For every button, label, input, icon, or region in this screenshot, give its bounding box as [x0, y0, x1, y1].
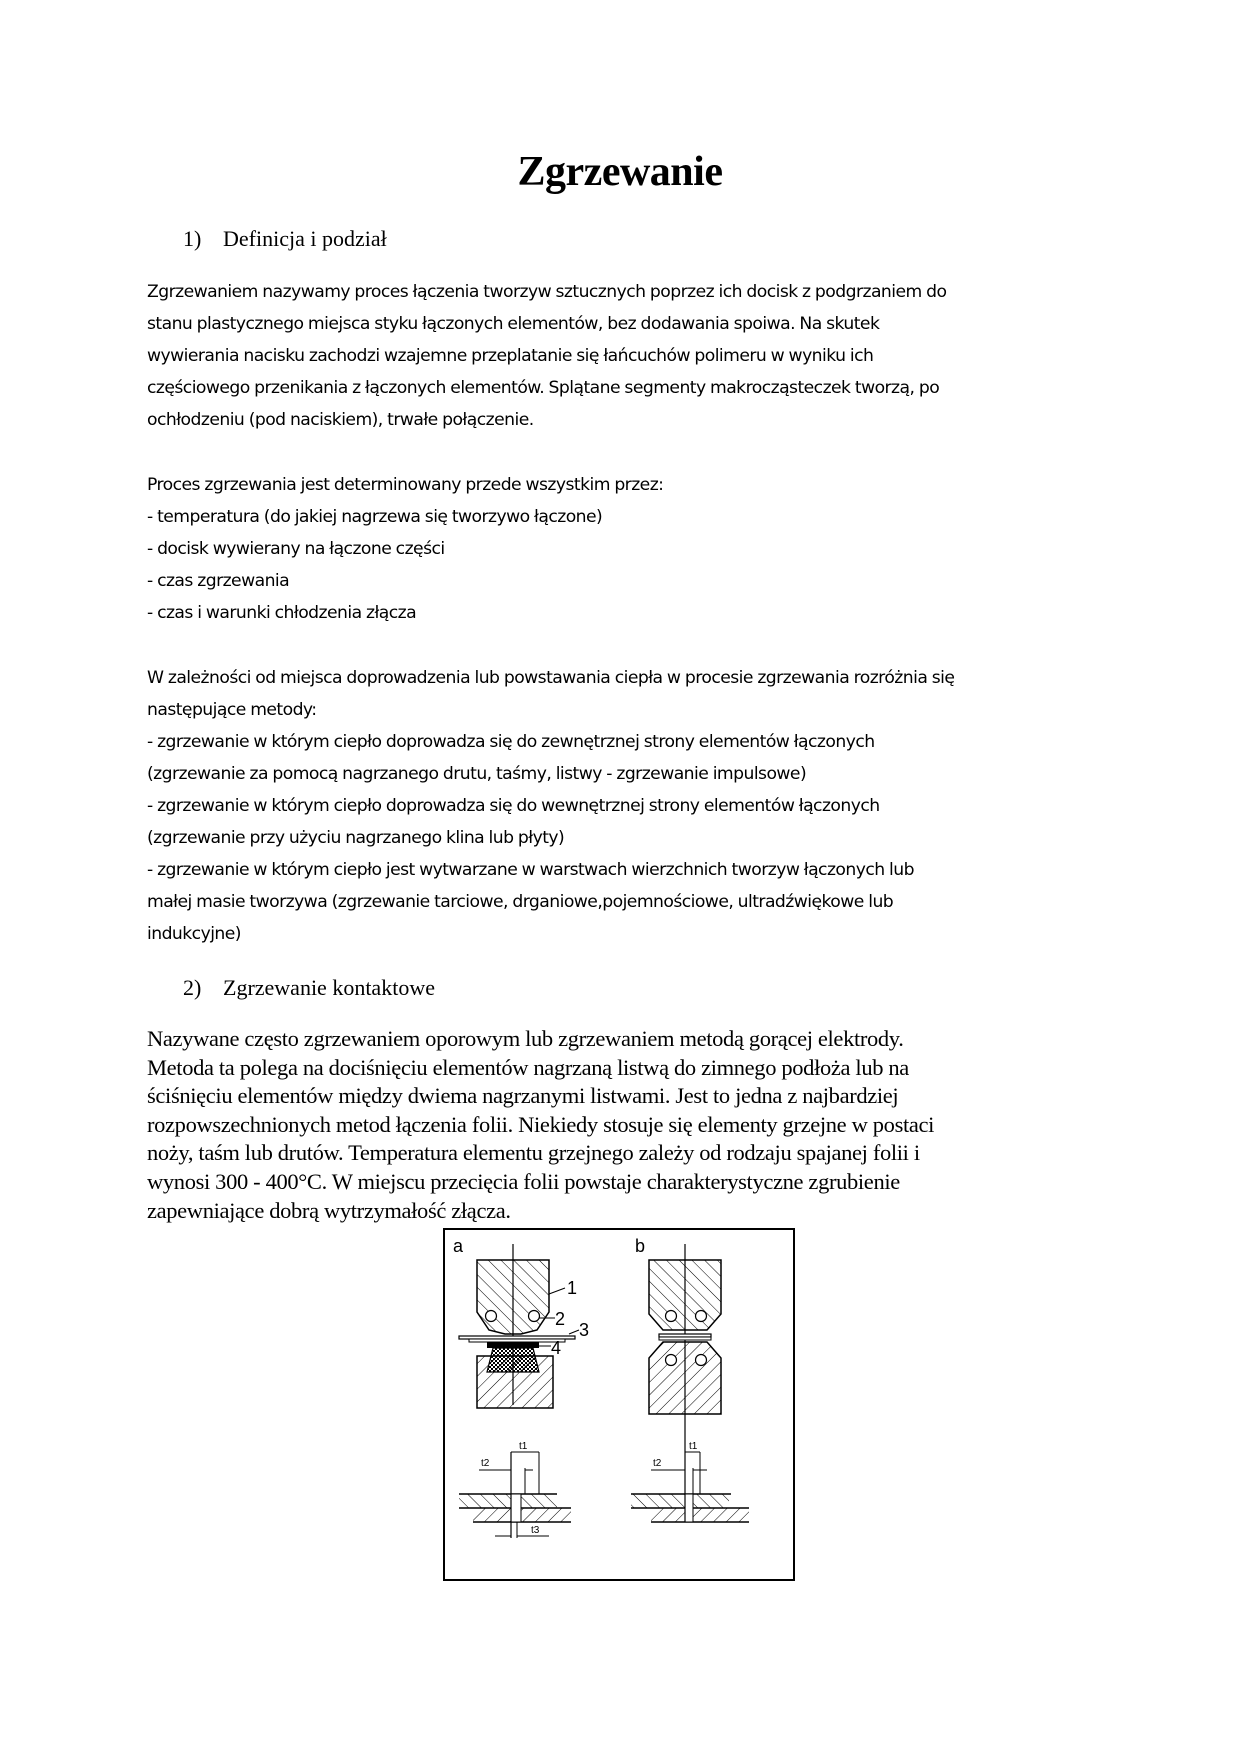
text-line: częściowego przenikania z łączonych elementów. Splątane segmenty makrocząsteczek tworzą, po: [147, 378, 940, 398]
weld-zone: [487, 1342, 539, 1348]
section-number: 2): [183, 975, 202, 1000]
film-layer: [659, 1337, 711, 1340]
text-line: wynosi 300 - 400°C. W miejscu przecięcia folii powstaje charakterystyczne zgrubienie: [147, 1168, 900, 1194]
section-number: 1): [183, 226, 202, 251]
part-number-2: 2: [555, 1309, 566, 1329]
text-line: Proces zgrzewania jest determinowany przede wszystkim przez:: [147, 475, 664, 495]
list-item: - temperatura (do jakiej nagrzewa się tworzywo łączone): [147, 507, 603, 527]
list-item: - zgrzewanie w którym ciepło doprowadza się do zewnętrznej strony elementów łączonych: [147, 732, 875, 752]
text-line: następujące metody:: [147, 700, 317, 720]
text-line: małej masie tworzywa (zgrzewanie tarciowe, drganiowe,pojemnościowe, ultradźwiękowe lub: [147, 892, 894, 912]
dimension-label-t1: t1: [519, 1441, 528, 1452]
paragraph-contact-welding: [147, 1025, 1107, 1225]
paragraph-definition: [147, 276, 1087, 436]
text-line: W zależności od miejsca doprowadzenia lub powstawania ciepła w procesie zgrzewania rozróżnia się: [147, 668, 955, 688]
section-title: Definicja i podział: [223, 226, 387, 251]
text-line: noży, taśm lub drutów. Temperatura elementu grzejnego zależy od rodzaju spajanej folii i: [147, 1140, 920, 1166]
panel-a-dimension-detail: [459, 1441, 571, 1538]
welding-diagram-figure: [443, 1228, 795, 1581]
part-number-3: 3: [579, 1320, 590, 1340]
text-line: indukcyjne): [147, 924, 241, 944]
section-title: Zgrzewanie kontaktowe: [223, 975, 435, 1000]
paragraph-methods: [147, 662, 1087, 950]
part-number-1: 1: [567, 1278, 578, 1298]
panel-a-lower-support: [477, 1348, 553, 1408]
text-line: ochłodzeniu (pod naciskiem), trwałe połączenie.: [147, 410, 534, 430]
text-line: ściśnięciu elementów między dwiema nagrzanymi listwami. Jest to jedna z najbardziej: [147, 1083, 899, 1109]
panel-b-dimension-detail: [631, 1441, 749, 1522]
paragraph-process-factors: [147, 469, 1087, 629]
text-line: Metoda ta polega na dociśnięciu elementów nagrzaną listwą do zimnego podłoża lub na: [147, 1054, 909, 1080]
text-line: Nazywane często zgrzewaniem oporowym lub zgrzewaniem metodą gorącej elektrody.: [147, 1026, 904, 1051]
contact-welding-diagram: [445, 1230, 793, 1579]
list-item: - zgrzewanie w którym ciepło jest wytwarzane w warstwach wierzchnich tworzyw łączonych lub: [147, 860, 914, 880]
text-line: Zgrzewaniem nazywamy proces łączenia tworzyw sztucznych poprzez ich docisk z podgrzaniem do: [147, 282, 947, 302]
text-line: stanu plastycznego miejsca styku łączonych elementów, bez dodawania spoiwa. Na skutek: [147, 314, 880, 334]
panel-label-a: a: [453, 1236, 464, 1256]
panel-label-b: b: [635, 1236, 646, 1256]
dimension-label-t1: t1: [689, 1441, 698, 1452]
list-item: - docisk wywierany na łączone części: [147, 539, 445, 559]
text-line: (zgrzewanie przy użyciu nagrzanego klina lub płyty): [147, 828, 565, 848]
text-line: zapewniające dobrą wytrzymałość złącza.: [147, 1197, 511, 1223]
list-item: - czas zgrzewania: [147, 571, 290, 591]
list-item: - czas i warunki chłodzenia złącza: [147, 603, 417, 623]
panel-b-lower-electrode: [649, 1342, 721, 1414]
text-line: (zgrzewanie za pomocą nagrzanego drutu, taśmy, listwy - zgrzewanie impulsowe): [147, 764, 807, 784]
section-heading-2: [183, 975, 435, 1001]
page-title: Zgrzewanie: [517, 149, 723, 195]
section-heading-1: [183, 226, 387, 252]
list-item: - zgrzewanie w którym ciepło doprowadza się do wewnętrznej strony elementów łączonych: [147, 796, 880, 816]
text-line: wywierania nacisku zachodzi wzajemne przeplatanie się łańcuchów polimeru w wyniku ich: [147, 346, 874, 366]
text-line: rozpowszechnionych metod łączenia folii. Niekiedy stosuje się elementy grzejne w postaci: [147, 1111, 935, 1137]
dimension-label-t3: t3: [531, 1525, 540, 1536]
part-number-4: 4: [551, 1338, 562, 1358]
dimension-label-t2: t2: [653, 1458, 662, 1469]
dimension-label-t2: t2: [481, 1458, 490, 1469]
